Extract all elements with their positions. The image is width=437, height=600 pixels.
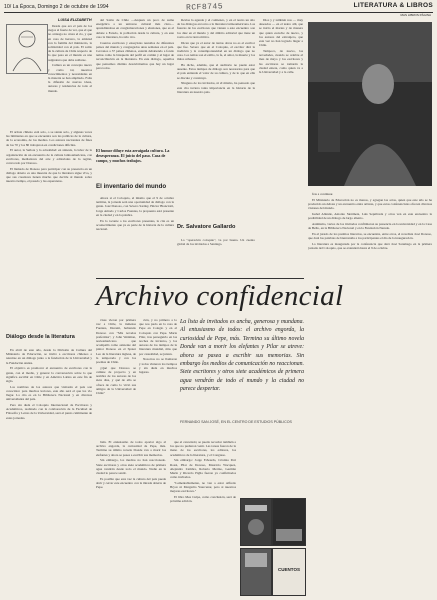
col1-subhead-text: Diálogo desde la literatura (6, 334, 75, 340)
feature-col-4 (170, 440, 236, 596)
archive-stamp: RCF8745 (185, 2, 224, 13)
feat1-p1: visas vieron por primera vez a Chile, la inmensa Fuentes, Duranti, habiendo Donoso con "Mis novelas preferidas", y John Weitman, norteamericano que acompañó como asistente del pintor Donoso en el Spaier Leo de la literatura inglesa, de la temporada y con los poemas de Chile. (96, 318, 136, 365)
portrait-photo-icon (308, 22, 432, 186)
col1-p5: El llamado de Donoso para participar con su presencia en un diálogo abierto es una muestra de que la literatura sigue viva, y que sus creadores tienen mucho que decirle al mundo sobre nuestro tiempo, el pasado y las esperanzas. (6, 166, 92, 184)
feature-headline: Archivo confidencial (96, 280, 344, 312)
col4-p2: Tampoco, de nuevo, las novedades, cuando se celebre el mes de mayo y los escritores y las escritoras se tomarán la ciudad entera, como quien va a la Universidad y a la calle. (259, 48, 303, 74)
column-1-lower (6, 348, 92, 596)
col3-p4: Ninguno de los invitados, ni él mismo, ha pensado que esta cita tuviera tanta importancia en la historia de la literatura en nuestro país. (177, 81, 255, 94)
col3-p1: Revisa la agenda y el comienzo, y en el teatro un alto de los diálogos en torno a la literatura latinoamericana. Las fuerzas de los escritores que vienen a este encuentro son los diez en el mundo y del ámbito editorial que tiene un rostro en la tierra mítica. (177, 18, 255, 39)
book-cover-1 (240, 498, 272, 546)
rc-p1: fras a continuar. (312, 192, 334, 196)
book-cover-3-icon (241, 549, 271, 595)
feat3-p1: bién. El entusiasmo de todos aportar algo al archivo engorda, la curiosidad de Pepe, más. Termina su último novela Donde van a morir los elefantes y ahora se pasea a escribir sus memorias. (96, 440, 166, 457)
feat2-p2: Nosotros no se llamaron y todos vinieron los tiempos y sin duda en muchos lugares. (139, 357, 177, 374)
rc-p3: Isabel Allende, Antonio Skármeta, Luis Sepúlveda y otros ven en este encuentro la posibilidad de un diálogo de largo aliento. (308, 211, 432, 221)
col1-subhead (6, 332, 92, 342)
column-3-text (177, 18, 255, 218)
rc-p6: La literatura es inaugurada por la conferencia que dará José Saramago en la primera jornada del Coloquio, que se extenderá hasta el 9 de octubre. (308, 241, 432, 250)
col4-p1: Dios y y también nos — muy deseados — en el teatro allí, que se inicia el martes y de manera que quien escuche de nuevo, y los autores del extranjero, que esta vez no han logrado llegar a Chile. (259, 18, 303, 48)
col2-subhead: El inventario del mundo (96, 183, 167, 190)
feat4-p1: que el cancelado; se pueda recordar también a los que no pudieron venir. Las tareas fueron de la mano de los escritores, los editores, los académicos de la literatura, y el Congreso. (170, 440, 236, 457)
column-4-text (259, 18, 303, 276)
book-cover-2 (272, 498, 306, 546)
column-1-text (6, 130, 92, 326)
column-3-lower (177, 238, 255, 276)
column-2-lower (96, 196, 174, 276)
col3-p5: La "operación coloquio", va por buena. Un cuento global de los invitados a Santiago. (177, 238, 255, 247)
feat2-p1: ción, y no primero a lo que nos pudo en la casa de Pepe en Colegio y en el Coloquio con Pepe. María Pilar, tras perseguirlo en las noches de invierno, y los autores de los tiempos de la literatura mundial, más que por casualidad, se juntan. (139, 318, 177, 356)
feature-col-1 (96, 318, 136, 438)
feature-rule (96, 278, 304, 279)
running-head-text: 10/ La Época, Domingo 2 de octubre de 1994 (4, 4, 109, 10)
section-byline: MAS LIBROS PÁGINA (400, 13, 431, 17)
feat1-p2: ¿Qué que Donoso se camine de proyecto y en nombre de los autores de los siete días, y qué de ella se ofrece de como lo vivió sus amigos de la Universidad de Chile? (96, 365, 136, 395)
col2-pullquote: El humor diluye esta arraigada cultura. La desesperanza. El juicio del paso. Casa de campo, y muchos trabajos. (96, 148, 170, 163)
book-cover-4 (272, 548, 306, 596)
feature-col-3 (96, 440, 166, 596)
col2-p2: Cuentos escritores y ensayistas reunidos de diferentes países del mundo y congregados unas semanas en el país. Cercanos a 37 países chilenos, estarán debatiendo a fondo temas como la búsqueda del perfil en común y el lugar de reconciliación en la literatura. En este diálogo, aquellos que pensamos distinto descubriremos que hay un lugar para todos. (96, 40, 174, 70)
column-2-text (96, 18, 174, 146)
section-title: LITERATURA & LIBROS (353, 2, 433, 9)
col2-p1: del Salón de Chile —después un poco de suma energética a un universo cultural más claro— aprendiéndose en conglomeraciones y elusiones, que es el debate a Estado, la población desde la cultura, y en este caso la literatura, ha sido rica. (96, 18, 174, 39)
col1-p2: Cultura es un concepto nuevo y como tal, nuestros conocimientos y necesidades en la materia se han ampliado. Falta la difusión de nuevas ideas, autores y tendencias de todo el mundo. (48, 63, 92, 93)
feature-deck: La lista de invitados es ancha, generosa y mundana. Al entusiasmo de todos: el archivo engorda, la curiosidad de Pepe, más. Termina su último novela Donde van a morir los elefantes y Pilar se atreve: ahora se pasea a escribir sus memorias. Sin embargo los medios de comunicación no reaccionan. Siete escritores y otros siete académicos de primera agua vendrán de todo el mundo y la ciudad no parece despertar. (180, 319, 304, 393)
feat4-p2: Sin embargo: Jorge Edwards, Cristina Peri Rossi, Pilar de Donoso, Mauricio Wacquez, Alejandro Zambra, Roberto Merino, Germán Marín y Ricardo Piglia fueron ya confirmados como invitados. (170, 458, 236, 480)
col1-p3: El artista chileno está solo, o se siente solo, y algunas veces las limitantes en que se encuentra son las políticas de la cultura, de la economía, de los medios. Los autores nacionales de fines de los 70 y los 80 trabajaron en condiciones difíciles. (6, 130, 92, 147)
col1-p7: El objetivo es promover el encuentro de escritores con la gente, con el medio, y generar la conversación sobre lo que significa escribir en Chile y en América Latina en este fin de siglo. (6, 366, 92, 383)
col3-signature: Dr. Salvatore Gallardo (177, 224, 236, 230)
col1-p8: Los nombres de los autores que visitarán el país son conocidos: para muchos lectores, este año será el que los vio llegar. La cita es en la Biblioteca Nacional y en diversas universidades del país. (6, 384, 92, 402)
author-photo (308, 22, 432, 186)
feat4-p3: "Lamentablemente, no van a estar Alfredo Bryce ni Margarita Yourcenar, pero sí nuestros mejores escritores." (170, 480, 236, 494)
feat3-p2: Sin embargo, los medios no han reaccionado. Siete escritores y otros siete académicos de primera agua vendrán desde todo el mundo. Nadie en la ciudad lo parece sentir. (96, 458, 166, 475)
feat3-p3: Es posible que esta vez la cultura del país pueda abrir y cerrar este encuentro con la mirada abierta de Pepe. (96, 476, 166, 490)
col1-p4: El autor, la Señora y la actualidad: en síntesis, la labor de la organización de un encuentro de la cultura latinoamericana, con escritores, mediadores del arte y editoriales de la región, convocado por Donoso. (6, 148, 92, 165)
col1-p1: Desde que era el país de los riegos al fuerte de ver, que el que no arriesga no cruza el río, y que en casa de herrero, la amistad con la familia del ministerio, la solidaridad con el país. El saldo de la cultura de Chile respecto de lo que pasa en el mundo es una asignatura que debe saldarse. (48, 24, 92, 62)
right-column-text (308, 192, 432, 596)
col1-p6: En abril de este año, desde la División de Cultura del Ministerio de Educación, se invitó a escritores chilenos a reunirse en un diálogo junto a la fundación de la Universidad y la Fundación Andes. (6, 348, 92, 365)
book-cover-3 (240, 548, 272, 596)
feature-caption: FERNANDO SAN JOSÉ, EN EL CENTRO DE ESTUDIOS PÚBLICOS (180, 420, 292, 424)
sketch-figure-icon (7, 25, 47, 73)
col1-p9: Pero sin duda el Coloquio Internacional de Escritores y Académicos, realizado con la colaboración de la Facultad de Filosofía y Letras de la Universidad, será el punto culminante de estas jornadas. (6, 402, 92, 420)
feature-col-2 (139, 318, 177, 438)
feat4-p4: El libro Mea Culpa, como conclusión, será de próxima edición. (170, 494, 236, 504)
rc-p4: Asimismo, varios de los invitados confirmaron su presencia en la universidad y en la Casa de Bello, en la Biblioteca Nacional y en la Fundación Neruda. (308, 221, 432, 230)
rc-p2: El Ministerio de Educación no es menos, y agregan las actas, quien que este año se ha producido un debate y un encuentro entre artistas, y que estos conferencistas ofrecen diversas visiones del mundo. (308, 197, 432, 211)
book-cover-2-icon (273, 499, 305, 545)
column-byline: LUISA ELIZABETH (58, 18, 92, 22)
rc-p5: En el jurado de los premios literarios, se encuentra, entre otros, el novelista José Donoso, que dará las palabras de bienvenida a los participantes el día de la inauguración. (308, 231, 432, 240)
col3-p2: Dicen que ya el autor de tantas obras no es el escritor que fue. Severo que en el Coloquio, el escritor dirá la tradición y la contemporaneidad en un diálogo que no cesa. Los temas son el exilio, la fe, el amor, la muerte y los mitos urbanos. (177, 40, 255, 62)
col3-p3: Ha dicho, además, que el auditorio no puede estar ausente. Estos tiempos de diálogo son necesarios para que el país entienda el valor de su cultura, y de lo que en ella se discute y construye. (177, 63, 255, 80)
col2-p3: Ahora si el Coloquio, el mismo que el 9 de octubre termina, la jornada será una oportunidad de diálogo con la gente. José Donoso, con Severo Sarduy, Héctor Bianciotti, Jorge Amado y Carlos Fuentes, la propuesta está presente en la ciudad y en la palabra. (96, 196, 174, 217)
book-cover-label: CUENTOS (278, 567, 300, 572)
book-cover-1-icon (241, 499, 271, 545)
col2-p4: En lo tocante a los escritores presentes, la cita es un acontecimiento que ya es parte de la historia de la cultura nacional. (96, 218, 174, 231)
author-illustration (6, 24, 48, 74)
